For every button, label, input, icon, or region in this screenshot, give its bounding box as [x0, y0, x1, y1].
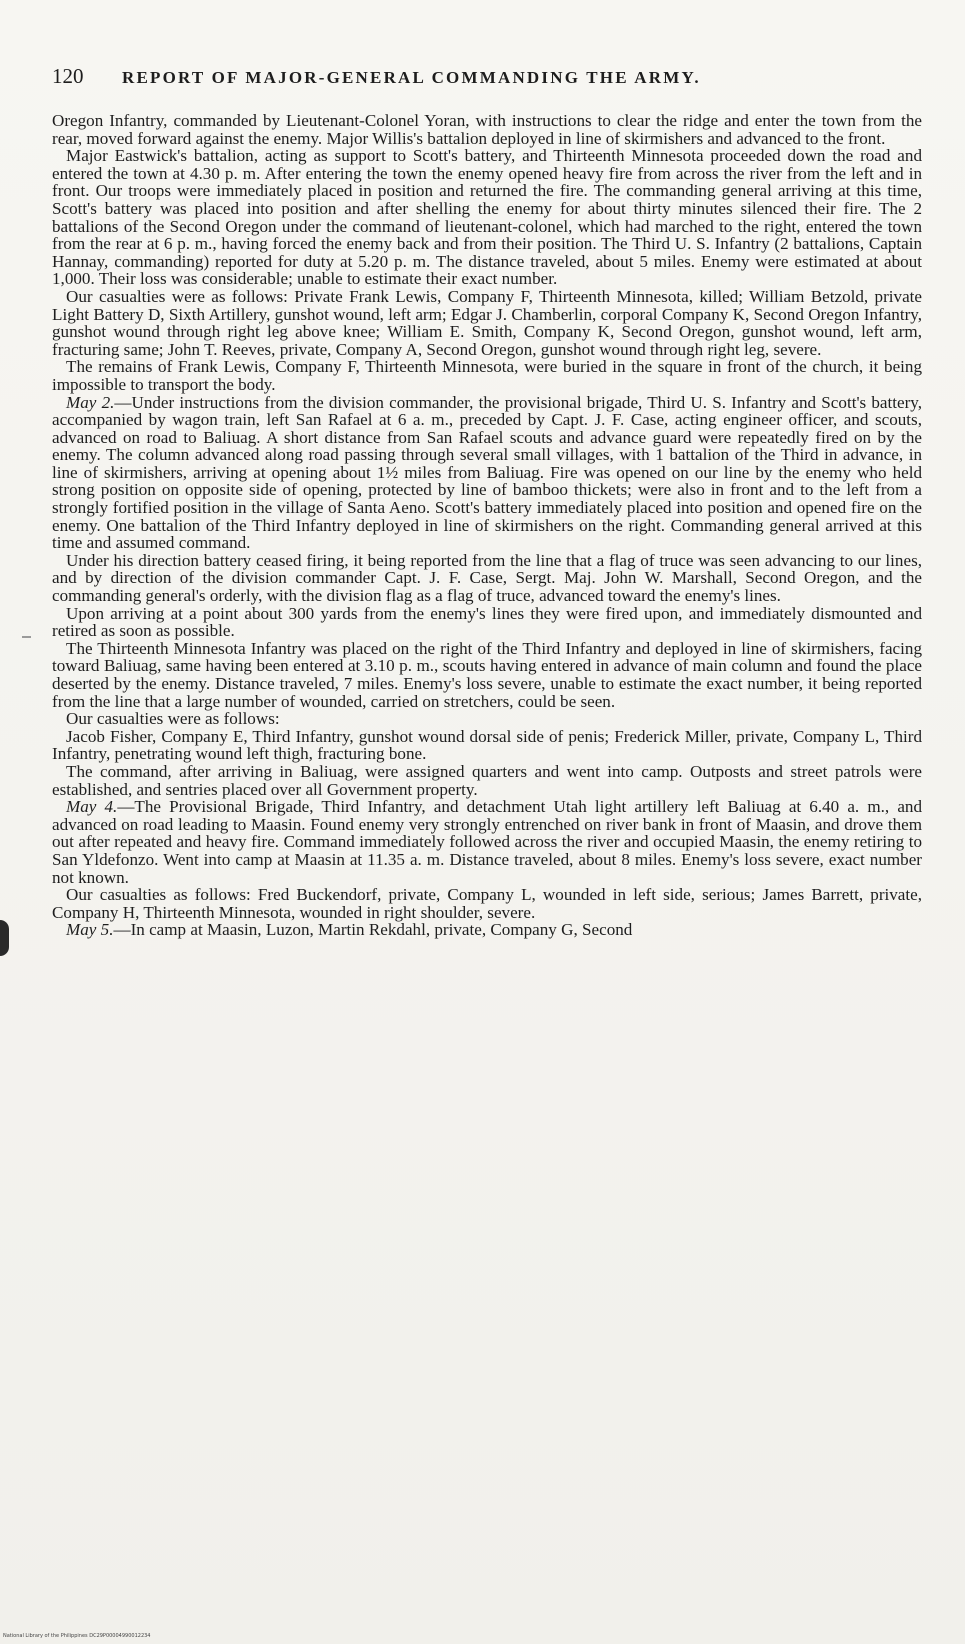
paragraph: Upon arriving at a point about 300 yards from the enemy's lines they were fired upon, and immediately dismounted and retired as soon as possible. [52, 603, 922, 641]
paragraph: The command, after arriving in Baliuag, were assigned quarters and went into camp. Outposts and street patrols were established, and sentries placed over all Government property. [52, 761, 922, 799]
entry-date: May 5. [66, 920, 114, 940]
paragraph: The Thirteenth Minnesota Infantry was placed on the right of the Third Infantry and deployed in line of skirmishers, facing toward Baliuag, same having been entered at 3.10 p. m., scouts having entered in advance of main column and found the place deserted by the enemy. Distance traveled, 7 miles. Enemy's loss severe, unable to estimate the exact number, it being reported from the line that a large number of wounded, carried on stretchers, could be seen. [52, 638, 922, 711]
paragraph-dated: May 4.—The Provisional Brigade, Third Infantry, and detachment Utah light artillery left Baliuag at 6.40 a. m., and advanced on road leading to Maasin. Found enemy very strongly entrenched on river bank in front of Maasin, and drove them out after repeated and heavy fire. Command immediately followed across the river and occupied Maasin, the enemy retiring to San Yldefonzo. Went into camp at Maasin at 11.35 a. m. Distance traveled, about 8 miles. Enemy's loss severe, exact number not known. [52, 797, 922, 887]
binding-mark [0, 920, 9, 956]
paragraph: Jacob Fisher, Company E, Third Infantry, gunshot wound dorsal side of penis; Frederick Miller, private, Company L, Third Infantry, penetrating wound left thigh, fracturing bone. [52, 726, 922, 764]
paragraph: Our casualties as follows: Fred Buckendorf, private, Company L, wounded in left side, serious; James Barrett, private, Company H, Thirteenth Minnesota, wounded in right shoulder, severe. [52, 885, 922, 922]
paragraph: Our casualties were as follows: Private Frank Lewis, Company F, Thirteenth Minnesota, killed; William Betzold, private Light Battery D, Sixth Artillery, gunshot wound, left arm; Edgar J. Chamberlin, corporal Company K, Second Oregon Infantry, gunshot wound through right leg above knee; William E. Smith, Company K, Second Oregon, gunshot wound, left arm, fracturing same; John T. Reeves, private, Company A, Second Oregon, gunshot wound through right leg, severe. [52, 286, 922, 359]
paragraph: Under his direction battery ceased firing, it being reported from the line that a flag of truce was seen advancing to our lines, and by direction of the division commander Capt. J. F. Case, Sergt. Maj. John W. Marshall, Second Oregon, and the commanding general's orderly, with the division flag as a flag of truce, advanced toward the enemy's lines. [52, 550, 922, 606]
running-title: REPORT OF MAJOR-GENERAL COMMANDING THE ARMY. [122, 68, 701, 87]
paragraph-dated: May 5.—In camp at Maasin, Luzon, Martin Rekdahl, private, Company G, Second [66, 920, 633, 940]
page-header [52, 64, 922, 89]
scan-footer: National Library of the Philippines DC29P00004990012234 [3, 1633, 151, 1639]
page-number: 120 [52, 64, 84, 88]
paragraph: Our casualties were as follows: [66, 709, 280, 729]
paragraph: Major Eastwick's battalion, acting as support to Scott's battery, and Thirteenth Minnesota proceeded down the road and entered the town at 4.30 p. m. After entering the town the enemy opened heavy fire from across the river from the left and in front. Our troops were immediately placed in position and returned the fire. The commanding general arriving at this time, Scott's battery was placed into position and after shelling the enemy for about thirty minutes silenced their fire. The 2 battalions of the Second Oregon under the command of lieutenant-colonel, which had marched to the right, entered the town from the rear at 6 p. m., having forced the enemy back and from their position. The Third U. S. Infantry (2 battalions, Captain Hannay, commanding) reported for duty at 5.20 p. m. The distance traveled, about 5 miles. Enemy were estimated at about 1,000. Their loss was considerable; unable to estimate their exact number. [52, 146, 922, 289]
report-body [52, 112, 922, 939]
margin-mark [22, 636, 31, 638]
paragraph-dated: May 2.—Under instructions from the division commander, the provisional brigade, Third U. S. Infantry and Scott's battery, accompanied by wagon train, left San Rafael at 6 a. m., preceded by Capt. J. F. Case, acting engineer officer, and scouts, advanced on road to Baliuag. A short distance from San Rafael scouts and advance guard were repeatedly fired on by the enemy. The column advanced along road passing through several small villages, with 1 battalion of the Third in advance, in line of skirmishers, arriving at opening about 1½ miles from Baliuag. Fire was opened on our line by the enemy who held strong position on opposite side of opening, protected by line of bamboo thickets; were also in front and to the left from a strongly fortified position in the village of Santa Aeno. Scott's battery immediately placed into position and opened fire on the enemy. One battalion of the Third Infantry deployed in line of skirmishers on the right. Commanding general arrived at this time and assumed command. [52, 392, 922, 553]
paragraph: The remains of Frank Lewis, Company F, Thirteenth Minnesota, were buried in the square in front of the church, it being impossible to transport the body. [52, 357, 922, 394]
entry-date: May 2. [66, 392, 115, 412]
entry-date: May 4. [66, 797, 118, 817]
paragraph: Oregon Infantry, commanded by Lieutenant-Colonel Yoran, with instructions to clear the ridge and enter the town from the rear, moved forward against the enemy. Major Willis's battalion deployed in line of skirmishers and advanced to the front. [52, 111, 922, 148]
